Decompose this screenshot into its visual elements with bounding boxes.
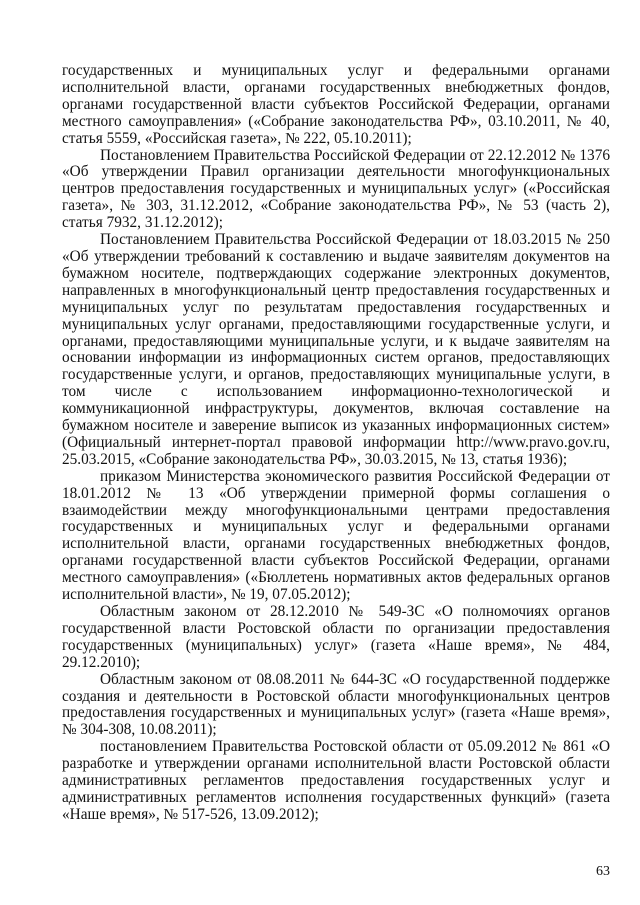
document-body [62, 63, 610, 824]
page-number: 63 [596, 864, 610, 879]
paragraph: постановлением Правительства Ростовской области от 05.09.2012 № 861 «О разработке и утверждении органами исполнительной власти Ростовской области административных регламентов предоставления государственных услуг и административных регламентов исполнения государственных функций» (газета «Наше время», № 517-526, 13.09.2012); [62, 738, 610, 823]
paragraph: Постановлением Правительства Российской Федерации от 18.03.2015 № 250 «Об утверждении требований к составлению и выдаче заявителям документов на бумажном носителе, подтверждающих содержание электронных документов, направленных в многофункциональный центр предоставления государственных и муниципальных услуг по результатам предоставления государственных и муниципальных услуг органами, предоставляющими государственные услуги, и органами, предоставляющими муниципальные услуги, и к выдаче заявителям на основании информации из информационных систем органов, предоставляющих государственные услуги, и органов, предоставляющих муниципальные услуги, в том числе с использованием информационно-технологической и коммуникационной инфраструктуры, документов, включая составление на бумажном носителе и заверение выписок из указанных информационных систем» (Официальный интернет-портал правовой информации http://www.pravo.gov.ru, 25.03.2015, «Собрание законодательства РФ», 30.03.2015, № 13, статья 1936); [62, 231, 610, 468]
paragraph: Постановлением Правительства Российской Федерации от 22.12.2012 № 1376 «Об утверждении Правил организации деятельности многофункциональных центров предоставления государственных и муниципальных услуг» («Российская газета», № 303, 31.12.2012, «Собрание законодательства РФ», № 53 (часть 2), статья 7932, 31.12.2012); [62, 146, 610, 232]
paragraph-continuation: государственных и муниципальных услуг и федеральными органами исполнительной власти, органами государственных внебюджетных фондов, органами государственной власти субъектов Российской Федерации, органами местного самоуправления» («Собрание законодательства РФ», 03.10.2011, № 40, статья 5559, «Российская газета», № 222, 05.10.2011); [62, 62, 610, 147]
paragraph: Областным законом от 28.12.2010 № 549-ЗС «О полномочиях органов государственной власти Ростовской области по организации предоставления государственных (муниципальных) услуг» (газета «Наше время», № 484, 29.12.2010); [62, 603, 610, 671]
paragraph: приказом Министерства экономического развития Российской Федерации от 18.01.2012 № 13 «Об утверждении примерной формы соглашения о взаимодействии между многофункциональными центрами предоставления государственных и муниципальных услуг и федеральными органами исполнительной власти, органами государственных внебюджетных фондов, органами государственной власти субъектов Российской Федерации, органами местного самоуправления» («Бюллетень нормативных актов федеральных органов исполнительной власти», № 19, 07.05.2012); [62, 467, 610, 604]
paragraph: Областным законом от 08.08.2011 № 644-ЗС «О государственной поддержке создания и деятельности в Ростовской области многофункциональных центров предоставления государственных и муниципальных услуг» (газета «Наше время», № 304-308, 10.08.2011); [62, 670, 610, 739]
